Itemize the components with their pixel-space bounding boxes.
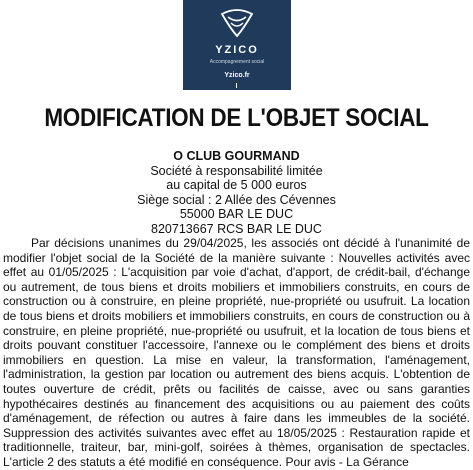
logo-tagline: Accompagnement social xyxy=(209,59,265,65)
company-name: O CLUB GOURMAND xyxy=(173,149,300,163)
company-form: Société à responsabilité limitée xyxy=(150,163,323,178)
notice-title: MODIFICATION DE L'OBJET SOCIAL xyxy=(44,104,429,132)
yzico-emblem-icon xyxy=(218,8,256,40)
logo-divider xyxy=(236,83,237,88)
company-header xyxy=(0,149,473,237)
company-seat: Siège social : 2 Allée des Cévennes xyxy=(137,192,336,207)
notice-body: Par décisions unanimes du 29/04/2025, les associés ont décidé à l'unanimité de modifier l'objet social de la Société de la manière suivante : Nouvelles activités avec effet au 01/05/2025 : L'acquisition par voie d'achat, d'apport, de crédit-bail, d'échange ou autrement, de tous biens et droits mobiliers et immobiliers construits, en cours de construction ou à construire, en pleine propriété, nue-propriété ou usufruit. La location de tous biens et droits mobiliers et immobiliers construits, en cours de construction ou à construire, en pleine propriété, nue-propriété ou usufruit, et la location de tous biens et droits pouvant constituer l'accessoire, l'annexe ou le complément des biens et droits immobiliers en question. La mise en valeur, la transformation, l'aménagement, l'administration, la gestion par location ou autrement des biens acquis. L'obtention de toutes ouverture de crédit, prêts ou facilités de caisse, avec ou sans garanties hypothécaires destinés au financement des acquisitions ou au paiement des coûts d'aménagement, de réfection ou autres à faire dans les immeubles de la société. Suppression des activités suivantes avec effet au 18/05/2025 : Restauration rapide et traditionnelle, traiteur, bar, mini-golf, soirées à thèmes, organisation de spectacles. L'article 2 des statuts a été modifié en conséquence. Pour avis - La Gérance xyxy=(3,236,470,469)
logo-site: Yzico.fr xyxy=(224,72,250,79)
yzico-logo xyxy=(183,0,291,90)
company-city: 55000 BAR LE DUC xyxy=(179,207,294,222)
logo-brand: YZICO xyxy=(215,44,259,56)
company-rcs: 820713667 RCS BAR LE DUC xyxy=(151,221,322,236)
company-capital: au capital de 5 000 euros xyxy=(166,178,307,193)
